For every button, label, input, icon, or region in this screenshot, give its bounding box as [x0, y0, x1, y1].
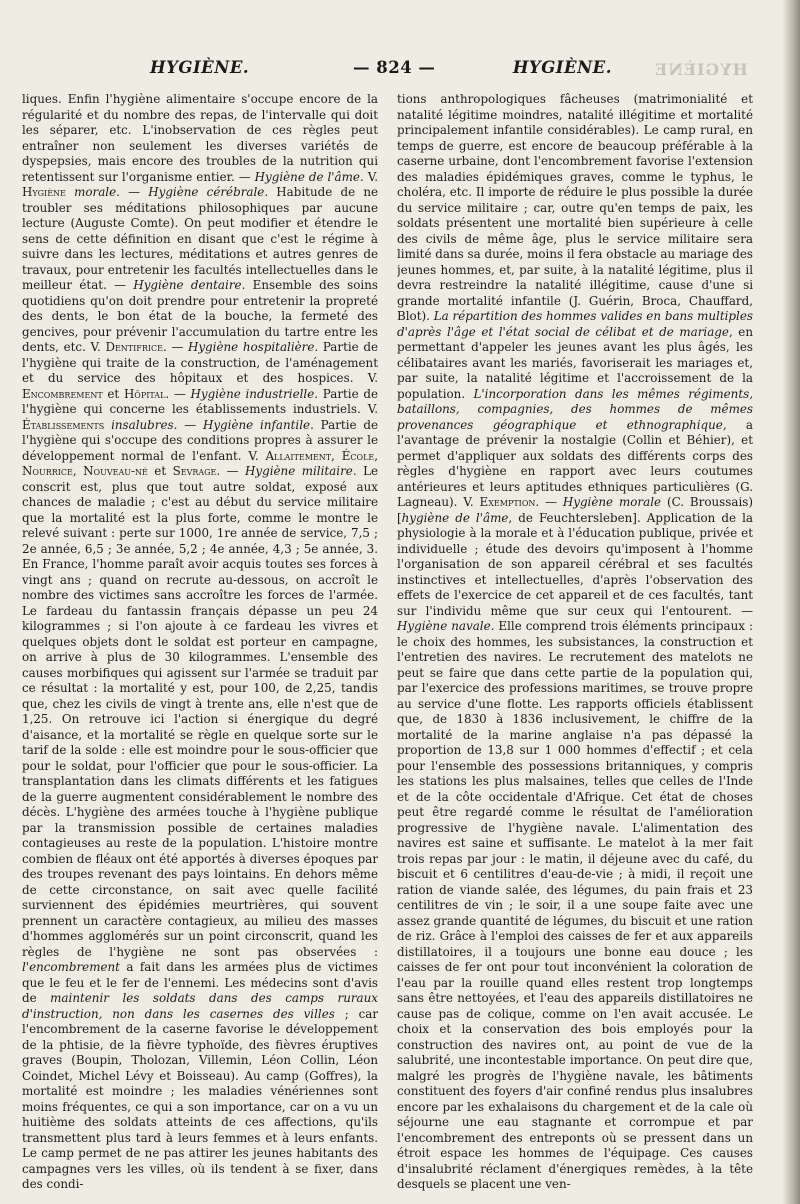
right-column [397, 92, 753, 1196]
page-number: — 824 — [353, 58, 436, 77]
left-column-text: liques. Enfin l'hygiène alimentaire s'occupe encore de la régularité et du nombre des repas, de l'intervalle qui doit les séparer, etc. L'inobservation de ces règles peut entraîner non seulement les diverses variétés de dyspepsies, mais encore des troubles de la nutrition qui retentissent sur l'organisme entier. — Hygiène de l'âme. V. Hygiène morale. — Hygiène cérébrale. Habitude de ne troubler ses méditations philosophiques par aucune lecture (Auguste Comte). On peut modifier et étendre le sens de cette définition en disant que c'est le régime à suivre dans les lectures, méditations et autres genres de travaux, pour entretenir les facultés intellectuelles dans le meilleur état. — Hygiène dentaire. Ensemble des soins quotidiens qu'on doit prendre pour entretenir la propreté des dents, le bon état de la bouche, la fermeté des gencives, pour prévenir l'accumulation du tartre entre les dents, etc. V. Dentifrice. — Hygiène hospitalière. Partie de l'hygiène qui traite de la construction, de l'aménagement et du service des hôpitaux et des hospices. V. Encombrement et Hôpital. — Hygiène industrielle. Partie de l'hygiène qui concerne les établissements industriels. V. Établissements insalubres. — Hygiène infantile. Partie de l'hygiène qui s'occupe des conditions propres à assurer le développement normal de l'enfant. V. Allaitement, École, Nourrice, Nouveau-né et Sevrage. — Hygiène militaire. Le conscrit est, plus que tout autre soldat, exposé aux chances de maladie ; c'est au début du service militaire que la mortalité est la plus forte, comme le montre le relevé suivant : perte sur 1000, 1re année de service, 7,5 ; 2e année, 6,5 ; 3e année, 5,2 ; 4e année, 4,3 ; 5e année, 3. En France, l'homme paraît avoir acquis toutes ses forces à vingt ans ; quand on recrute au-dessous, on accroît le nombre des victimes sans accroître les forces de l'armée. Le fardeau du fantassin français dépasse un peu 24 kilogrammes ; si l'on ajoute à ce fardeau les vivres et quelques objets dont le soldat est porteur en campagne, on arrive à plus de 30 kilogrammes. L'ensemble des causes morbifiques qui agissent sur l'armée se traduit par ce résultat : la mortalité y est, pour 100, de 2,25, tandis que, chez les civils de vingt à trente ans, elle n'est que de 1,25. On retrouve ici l'action si énergique du degré d'aisance, et la mortalité se règle en quelque sorte sur le tarif de la solde : elle est moindre pour le sous-officier que pour le soldat, pour l'officier que pour le sous-officier. La transplantation dans les climats différents et les fatigues de la guerre augmentent considérablement le nombre des décès. L'hygiène des armées touche à l'hygiène publique par la transmission possible de certaines maladies contagieuses au reste de la population. L'histoire montre combien de fléaux ont été apportés à diverses époques par des troupes revenant des pays lointains. En dehors même de cette circonstance, on sait avec quelle facilité surviennent des épidémies meurtrières, qui souvent prennent un caractère contagieux, au milieu des masses d'hommes agglomérés sur un point circonscrit, quand les règles de l'hygiène ne sont pas observées : l'encombrement a fait dans les armées plus de victimes que le feu et le fer de l'ennemi. Les médecins sont d'avis de maintenir les soldats dans des camps ruraux d'instruction, non dans les casernes des villes ; car l'encombrement de la caserne favorise le développement de la phtisie, de la fièvre typhoïde, des fièvres éruptives graves (Boupin, Tholozan, Villemin, Léon Collin, Léon Coindet, Michel Lévy et Boisseau). Au camp (Goffres), la mortalité est moindre ; les maladies vénériennes sont moins fréquentes, ce qui a son importance, car on a vu un huitième des soldats atteints de ces affections, qu'ils transmettent plus tard à leurs femmes et à leurs enfants. Le camp permet de ne pas attirer les jeunes habitants des campagnes vers les villes, où ils tendent à se fixer, dans des condi- [22, 92, 378, 1191]
page-binding-edge [782, 0, 800, 1204]
left-column [22, 92, 378, 1196]
header-right-title: HYGIÈNE. [512, 58, 612, 77]
show-through-text: HYGIÈNE [654, 60, 748, 79]
header-left-title: HYGIÈNE. [150, 58, 250, 77]
right-column-text: tions anthropologiques fâcheuses (matrimonialité et natalité légitime moindres, natalité illégitime et mortalité principalement infantile considérables). Le camp rural, en temps de guerre, est encore de beaucoup préférable à la caserne urbaine, dont l'encombrement favorise l'extension des maladies épidémiques graves, comme le typhus, le choléra, etc. Il importe de réduire le plus possible la durée du service militaire ; car, outre qu'en temps de paix, les soldats présentent une mortalité bien supérieure à celle des civils de même âge, plus le service militaire sera limité dans sa durée, moins il fera obstacle au mariage des jeunes hommes, et, par suite, à la natalité légitime, plus il devra restreindre la natalité illégitime, cause d'une si grande mortalité infantile (J. Guérin, Broca, Chauffard, Blot). La répartition des hommes valides en bans multiples d'après l'âge et l'état social de célibat et de mariage, en permettant d'appeler les jeunes avant les plus âgés, les célibataires avant les mariés, favoriserait les mariages et, par suite, la natalité légitime et l'accroissement de la population. L'incorporation dans les mêmes régiments, bataillons, compagnies, des hommes de mêmes provenances géographique et ethnographique, a l'avantage de prévenir la nostalgie (Collin et Béhier), et permet d'appliquer aux soldats des différents corps des règles d'hygiène en rapport avec leurs coutumes antérieures et leurs aptitudes ethniques particulières (G. Lagneau). V. Exemption. — Hygiène morale (C. Broussais) [hygiène de l'âme, de Feuchtersleben]. Application de la physiologie à la morale et à l'éducation publique, privée et individuelle ; étude des devoirs qu'imposent à l'homme l'organisation de son appareil cérébral et ses facultés instinctives et intellectuelles, d'après l'observation des effets de l'exercice de cet appareil et de ces facultés, tant sur l'individu même que sur ceux qui l'entourent. — Hygiène navale. Elle comprend trois éléments principaux : le choix des hommes, les subsistances, la construction et l'entretien des navires. Le recrutement des matelots ne peut se faire que dans cette partie de la population qui, par l'exercice des professions maritimes, se trouve propre au service d'une flotte. Les rapports officiels établissent que, de 1830 à 1836 inclusivement, le chiffre de la mortalité de la marine anglaise n'a pas dépassé la proportion de 13,8 sur 1 000 hommes d'effectif ; et cela pour l'ensemble des possessions britanniques, y compris les stations les plus malsaines, telles que celles de l'Inde et de la côte occidentale d'Afrique. Cet état de choses peut être regardé comme le résultat de l'amélioration progressive de l'hygiène navale. L'alimentation des navires est saine et suffisante. Le matelot à la mer fait trois repas par jour : le matin, il déjeune avec du café, du biscuit et 6 centilitres d'eau-de-vie ; à midi, il reçoit une ration de viande salée, des légumes, du pain frais et 23 centilitres de vin ; le soir, il a une soupe faite avec une assez grande quantité de légumes, du biscuit et une ration de riz. Grâce à l'emploi des caisses de fer et aux appareils distillatoires, il a toujours une bonne eau douce ; les caisses de fer ont pour tout inconvénient la coloration de l'eau par la rouille quand elles restent trop longtemps sans être nettoyées, et l'eau des appareils distillatoires ne cause pas de colique, comme on l'en avait accusée. Le choix et la conservation des bois employés pour la construction des navires ont, au point de vue de la salubrité, une incontestable importance. On peut dire que, malgré les progrès de l'hygiène navale, les bâtiments constituent des foyers d'air confiné rendus plus insalubres encore par les exhalaisons du chargement et de la cale où séjourne une eau stagnante et corrompue et par l'encombrement des entreponts où se pressent dans un étroit espace les hommes de l'équipage. Ces causes d'insalubrité réclament d'énergiques remèdes, à la tête desquels se placent une ven- [397, 92, 753, 1191]
